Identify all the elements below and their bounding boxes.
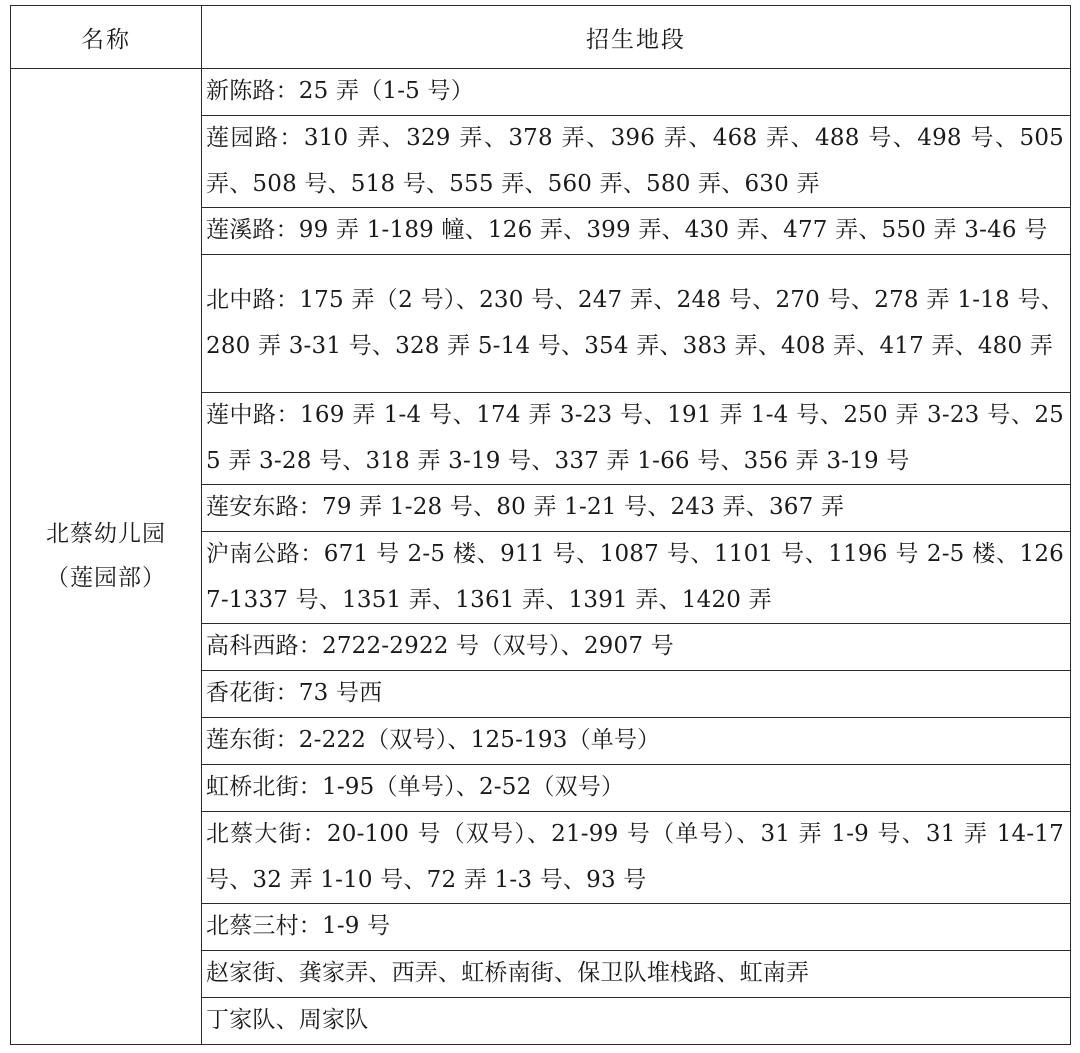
area-cell: 沪南公路：671 号 2-5 楼、911 号、1087 号、1101 号、1196 号 2-5 楼、1267-1337 号、1351 弄、1361 弄、1391 弄、1420 弄 bbox=[202, 532, 1071, 624]
school-campus: （莲园部） bbox=[46, 565, 166, 592]
area-cell: 虹桥北街：1-95（单号）、2-52（双号） bbox=[202, 765, 1071, 812]
area-cell: 莲东街：2-222（双号）、125-193（单号） bbox=[202, 718, 1071, 765]
area-cell: 北中路：175 弄（2 号）、230 号、247 弄、248 号、270 号、278 弄 1-18 号、280 弄 3-31 号、328 弄 5-14 号、354 弄、383 弄、408 弄、417 弄、480 弄 bbox=[202, 255, 1071, 393]
enrollment-zone-table bbox=[10, 5, 1071, 1045]
area-cell: 北蔡三村：1-9 号 bbox=[202, 904, 1071, 951]
area-cell: 赵家街、龚家弄、西弄、虹桥南街、保卫队堆栈路、虹南弄 bbox=[202, 951, 1071, 998]
area-cell: 莲中路：169 弄 1-4 号、174 弄 3-23 号、191 弄 1-4 号、250 弄 3-23 号、255 弄 3-28 号、318 弄 3-19 号、337 弄 1-66 号、356 弄 3-19 号 bbox=[202, 393, 1071, 485]
area-cell: 莲安东路：79 弄 1-28 号、80 弄 1-21 号、243 弄、367 弄 bbox=[202, 485, 1071, 532]
school-name: 北蔡幼儿园 bbox=[46, 521, 166, 548]
area-cell: 丁家队、周家队 bbox=[202, 998, 1071, 1045]
area-cell: 莲园路：310 弄、329 弄、378 弄、396 弄、468 弄、488 号、498 号、505 弄、508 号、518 号、555 弄、560 弄、580 弄、630 弄 bbox=[202, 116, 1071, 208]
area-cell: 北蔡大街：20-100 号（双号）、21-99 号（单号）、31 弄 1-9 号、31 弄 14-17 号、32 弄 1-10 号、72 弄 1-3 号、93 号 bbox=[202, 812, 1071, 904]
header-name: 名称 bbox=[11, 6, 202, 69]
header-row bbox=[11, 6, 1071, 69]
area-cell: 香花街：73 号西 bbox=[202, 671, 1071, 718]
school-name-cell bbox=[11, 69, 202, 1045]
header-area: 招生地段 bbox=[202, 6, 1071, 69]
area-cell: 莲溪路：99 弄 1-189 幢、126 弄、399 弄、430 弄、477 弄、550 弄 3-46 号 bbox=[202, 208, 1071, 255]
table-row bbox=[11, 69, 1071, 116]
area-cell: 新陈路：25 弄（1-5 号） bbox=[202, 69, 1071, 116]
enrollment-table-wrapper bbox=[10, 5, 1070, 1045]
area-cell: 高科西路：2722-2922 号（双号）、2907 号 bbox=[202, 624, 1071, 671]
